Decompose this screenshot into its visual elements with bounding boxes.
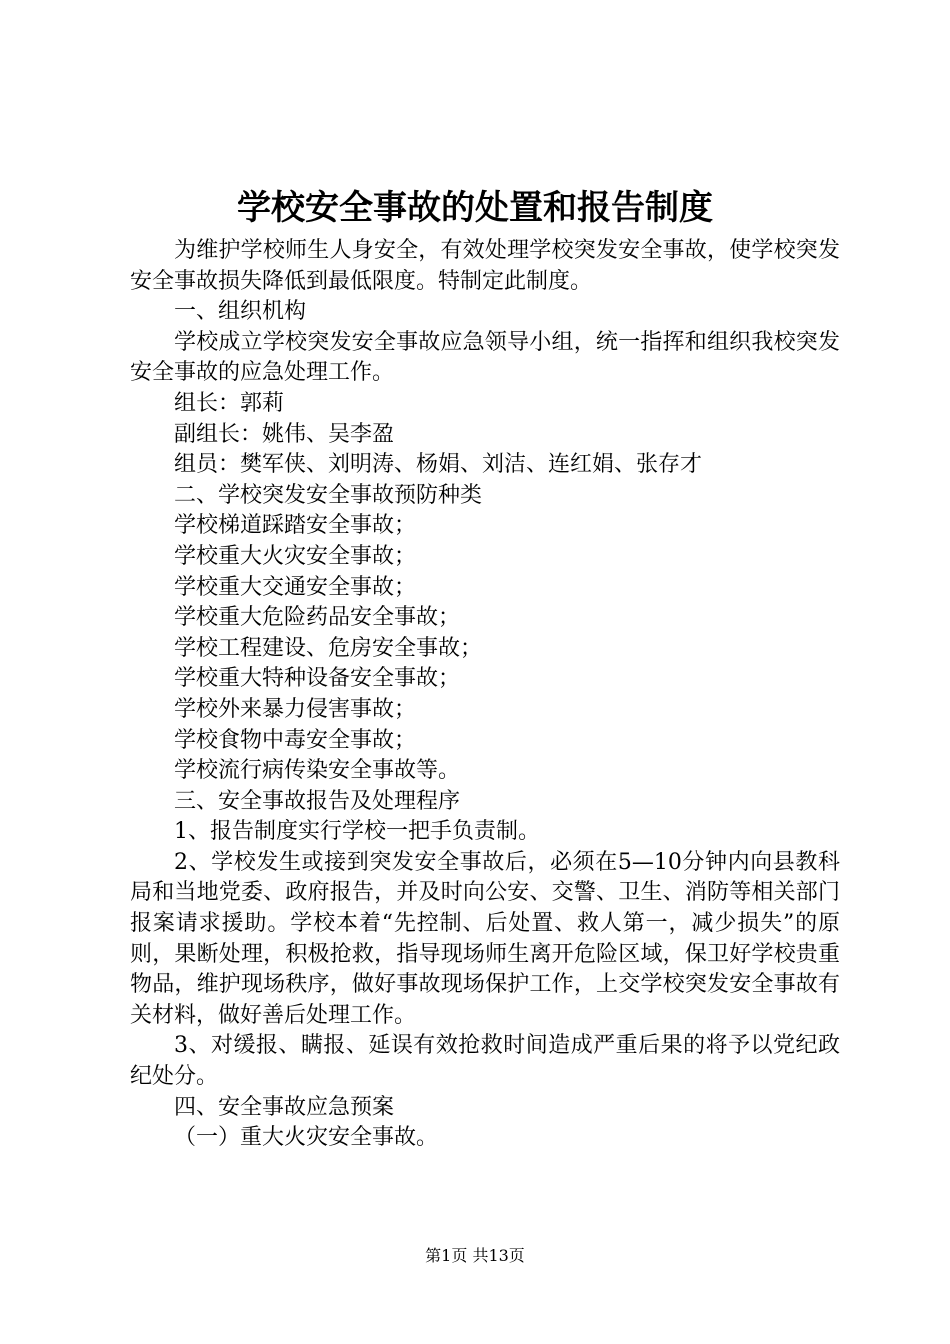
section-heading-2: 二、学校突发安全事故预防种类 (174, 482, 483, 508)
list-item: 学校重大交通安全事故； (174, 574, 417, 600)
paragraph-deputy: 副组长：姚伟、吴李盈 (174, 421, 395, 447)
paragraph-intro: 为维护学校师生人身安全，有效处理学校突发安全事故，使学校突发安全事故损失降低到最低限度。特制定此制度。 (130, 238, 840, 294)
paragraph-rule-3: 3、对缓报、瞒报、延误有效抢救时间造成严重后果的将予以党纪政纪处分。 (130, 1033, 840, 1090)
list-item: 学校重大危险药品安全事故； (174, 605, 461, 631)
list-item: 学校工程建设、危房安全事故； (174, 635, 483, 661)
list-item: 学校重大火灾安全事故； (174, 543, 417, 569)
list-item: 学校流行病传染安全事故等。 (174, 758, 461, 784)
paragraph-members: 组员：樊军侠、刘明涛、杨娟、刘洁、连红娟、张存才 (174, 452, 703, 478)
subsection-heading: （一）重大火灾安全事故。 (174, 1125, 439, 1151)
section-heading-3: 三、安全事故报告及处理程序 (174, 788, 461, 814)
list-item: 学校梯道踩踏安全事故； (174, 513, 417, 539)
section-heading-1: 一、组织机构 (174, 299, 307, 325)
list-item: 学校重大特种设备安全事故； (174, 666, 461, 692)
page-footer: 第1页 共13页 (425, 1246, 525, 1265)
document-title: 学校安全事故的处置和报告制度 (237, 188, 713, 228)
paragraph-rule-1: 1、报告制度实行学校一把手负责制。 (174, 819, 540, 845)
list-item: 学校食物中毒安全事故； (174, 727, 417, 753)
document-body (130, 236, 840, 1154)
paragraph-leader: 组长：郭莉 (174, 390, 285, 416)
paragraph-org: 学校成立学校突发安全事故应急领导小组，统一指挥和组织我校突发安全事故的应急处理工作。 (130, 329, 840, 386)
list-item: 学校外来暴力侵害事故； (174, 696, 417, 722)
paragraph-rule-2: 2、学校发生或接到突发安全事故后，必须在5—10分钟内向县教科局和当地党委、政府报告，并及时向公安、交警、卫生、消防等相关部门报案请求援助。学校本着“先控制、后处置、救人第一，减少损失”的原则，果断处理，积极抢救，指导现场师生离开危险区域，保卫好学校贵重物品，维护现场秩序，做好事故现场保护工作，上交学校突发安全事故有关材料，做好善后处理工作。 (130, 849, 840, 1028)
section-heading-4: 四、安全事故应急预案 (174, 1094, 395, 1120)
